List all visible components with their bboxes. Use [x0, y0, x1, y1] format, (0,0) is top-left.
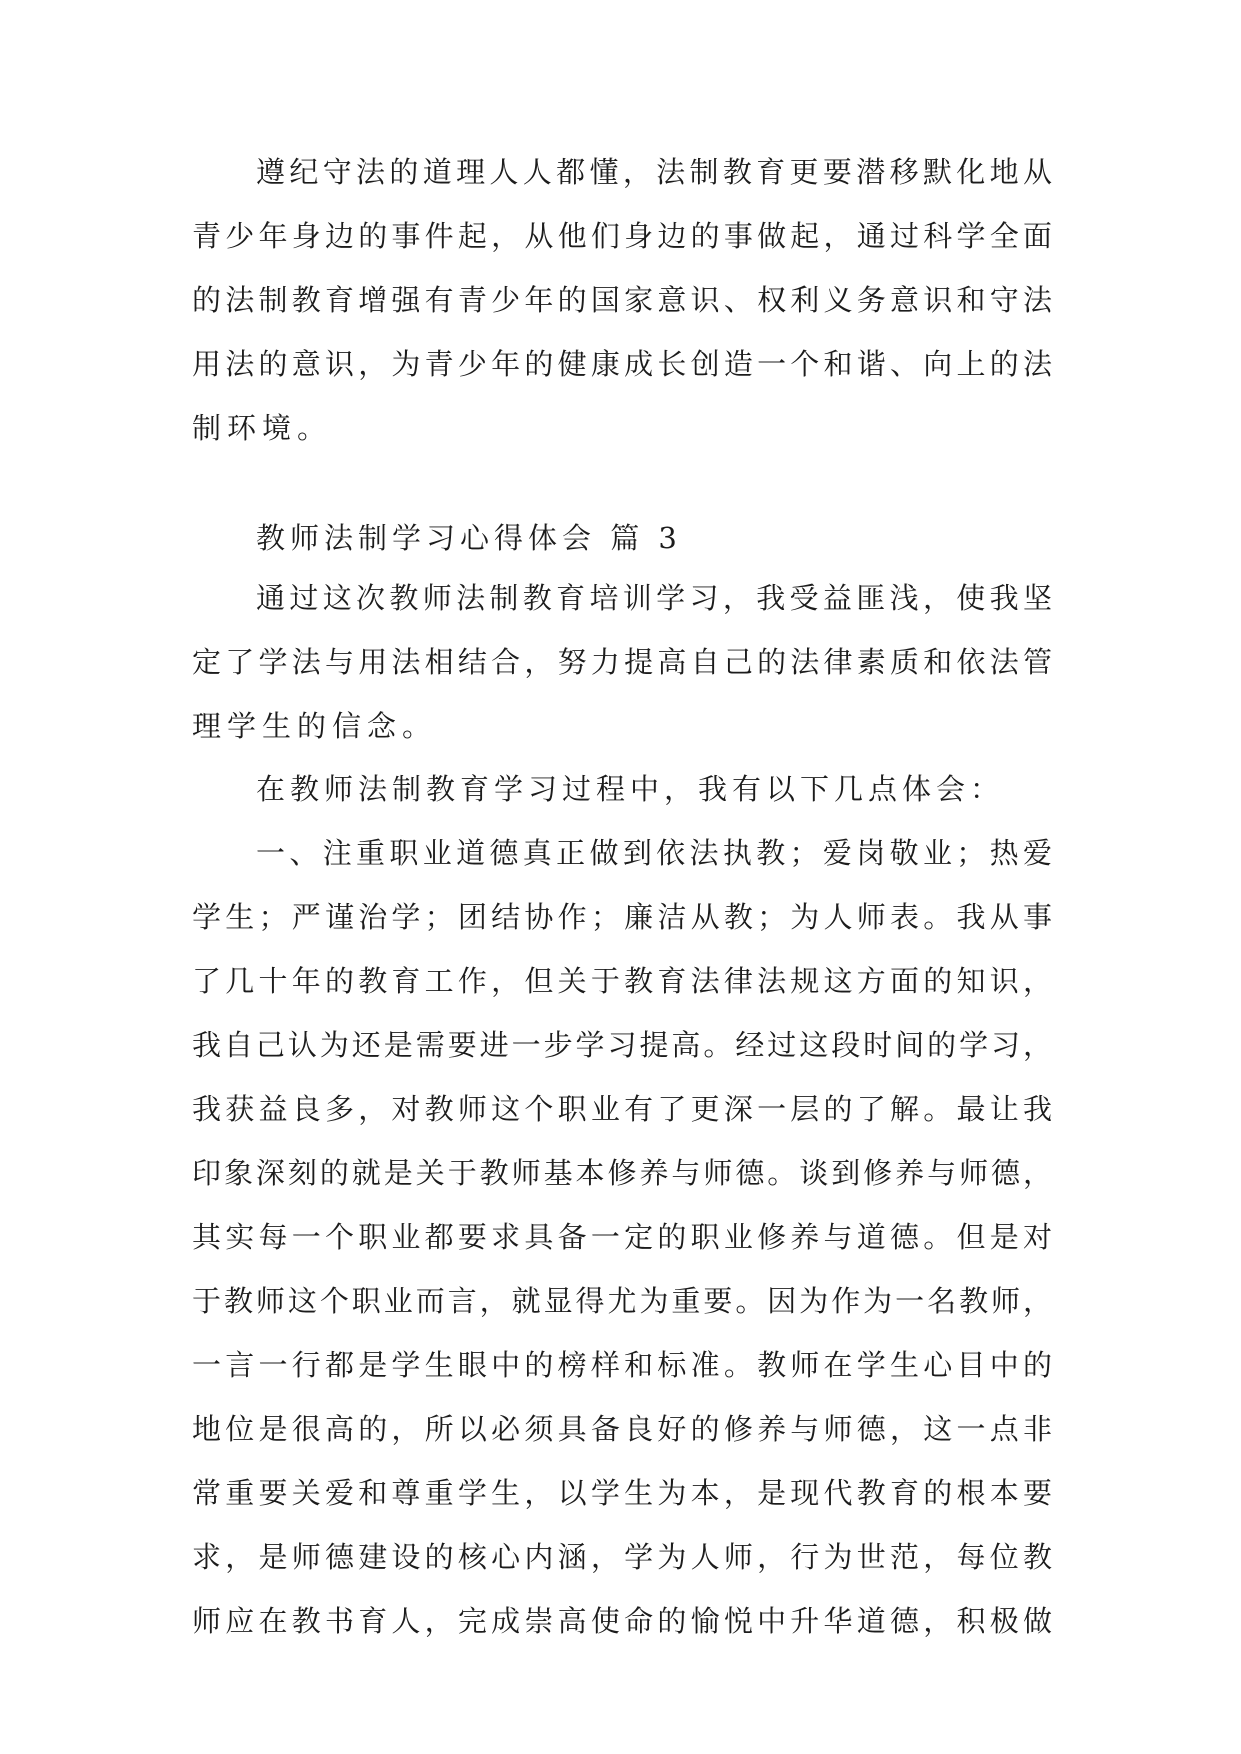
paragraph-line: 师应在教书育人，完成崇高使命的愉悦中升华道德，积极做: [192, 1604, 1052, 1638]
paragraph-line: 遵纪守法的道理人人都懂，法制教育更要潜移默化地从: [256, 155, 1052, 189]
paragraph-line: 于教师这个职业而言，就显得尤为重要。因为作为一名教师，: [192, 1284, 1052, 1318]
paragraph-line: 在教师法制教育学习过程中，我有以下几点体会：: [256, 772, 1005, 806]
paragraph-line: 一言一行都是学生眼中的榜样和标准。教师在学生心目中的: [192, 1348, 1052, 1382]
paragraph-line: 常重要关爱和尊重学生，以学生为本，是现代教育的根本要: [192, 1476, 1052, 1510]
paragraph-line: 我获益良多，对教师这个职业有了更深一层的了解。最让我: [192, 1092, 1052, 1126]
paragraph-line: 求，是师德建设的核心内涵，学为人师，行为世范，每位教: [192, 1540, 1052, 1574]
paragraph-line: 制环境。: [192, 411, 333, 445]
paragraph-line: 了几十年的教育工作，但关于教育法律法规这方面的知识，: [192, 964, 1052, 998]
paragraph-line: 青少年身边的事件起，从他们身边的事做起，通过科学全面: [192, 219, 1052, 253]
paragraph-line: 定了学法与用法相结合，努力提高自己的法律素质和依法管: [192, 645, 1052, 679]
paragraph-line: 印象深刻的就是关于教师基本修养与师德。谈到修养与师德，: [192, 1156, 1052, 1190]
paragraph-line: 理学生的信念。: [192, 709, 438, 743]
paragraph-line: 用法的意识，为青少年的健康成长创造一个和谐、向上的法: [192, 347, 1052, 381]
paragraph-line: 学生；严谨治学；团结协作；廉洁从教；为人师表。我从事: [192, 900, 1052, 934]
paragraph-line: 其实每一个职业都要求具备一定的职业修养与道德。但是对: [192, 1220, 1052, 1254]
paragraph-line: 我自己认为还是需要进一步学习提高。经过这段时间的学习，: [192, 1028, 1052, 1062]
paragraph-line: 地位是很高的，所以必须具备良好的修养与师德，这一点非: [192, 1412, 1052, 1446]
paragraph-line: 的法制教育增强有青少年的国家意识、权利义务意识和守法: [192, 283, 1052, 317]
section-heading: 教师法制学习心得体会 篇 3: [256, 521, 682, 555]
paragraph-line: 一、注重职业道德真正做到依法执教；爱岗敬业；热爱: [256, 836, 1052, 870]
paragraph-line: 通过这次教师法制教育培训学习，我受益匪浅，使我坚: [256, 581, 1052, 615]
